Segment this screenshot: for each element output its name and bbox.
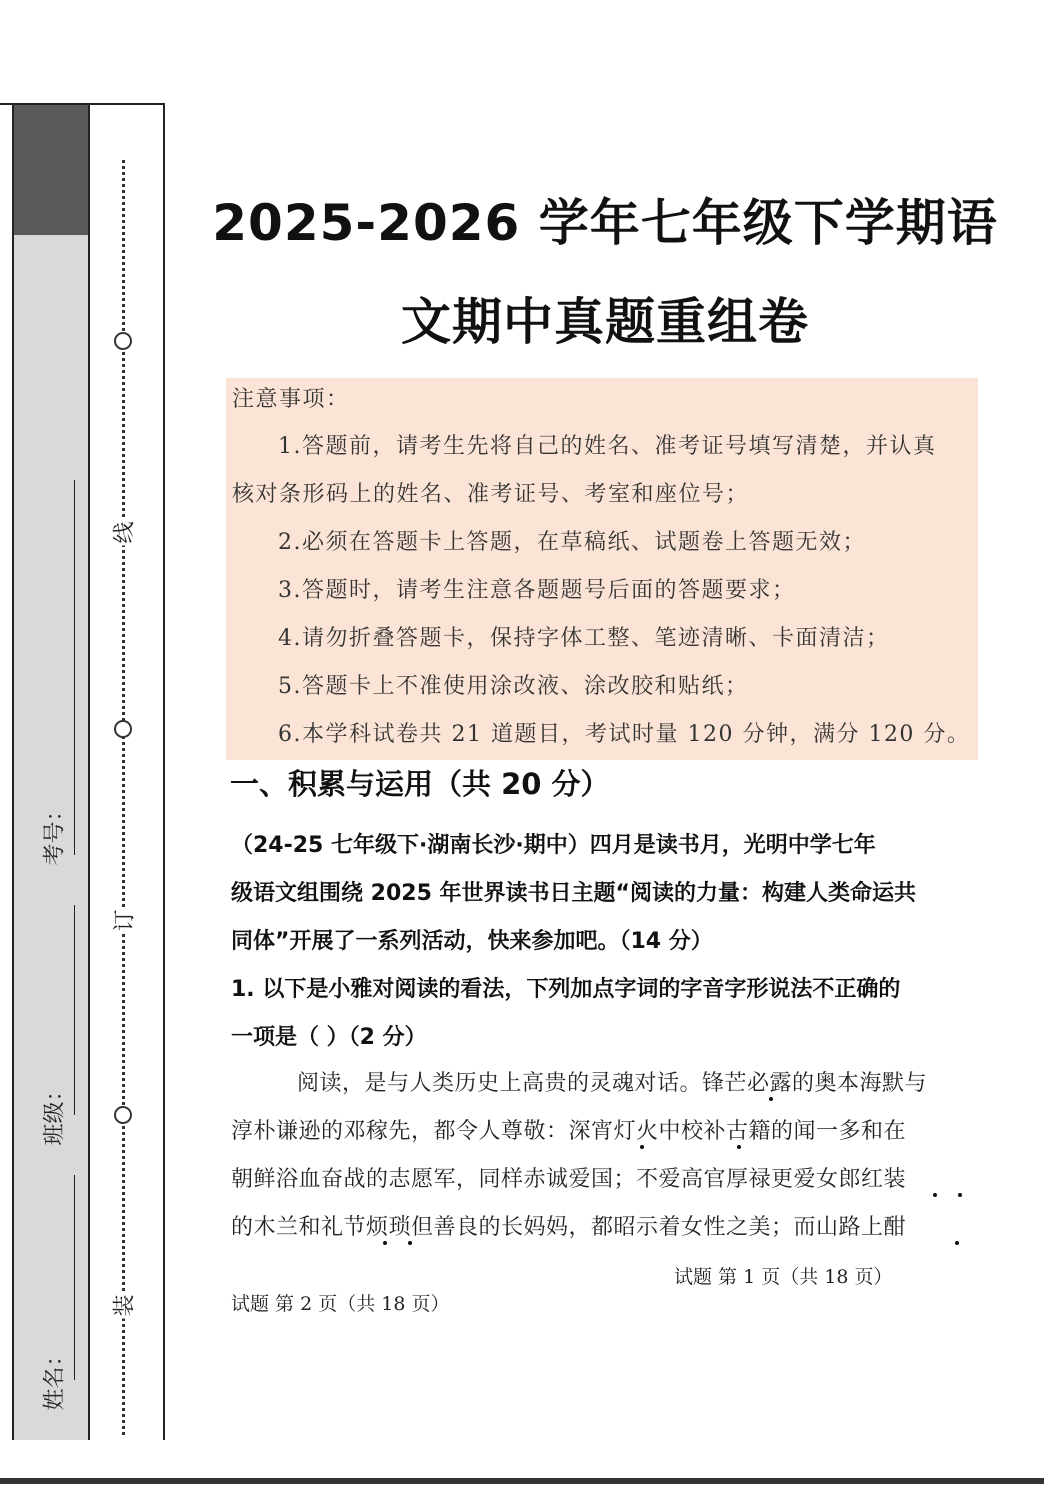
notice-line: 2.必须在答题卡上答题，在草稿纸、试题卷上答题无效； (278, 530, 866, 555)
cut-line-char-ding: 订 (108, 908, 139, 934)
emphasis-dot (640, 1145, 644, 1149)
emphasis-dot (955, 1241, 959, 1245)
intro-line: 级语文组围绕 2025 年世界读书日主题“阅读的力量：构建人类命运共 (231, 881, 917, 906)
intro-line: （24-25 七年级下·湖南长沙·期中）四月是读书月，光明中学七年 (231, 833, 876, 858)
exam-number-field (16, 765, 86, 965)
cut-line-circle-3 (114, 1106, 132, 1124)
class-field (16, 1055, 86, 1255)
notice-line: 5.答题卡上不准使用涂改液、涂改胶和贴纸； (278, 674, 749, 699)
question-1-line: 一项是（ ）（2 分） (231, 1025, 427, 1050)
notice-line: 4.请勿折叠答题卡，保持字体工整、笔迹清晰、卡面清洁； (278, 626, 890, 651)
notice-box (226, 378, 978, 760)
page-footer-1: 试题 第 1 页（共 18 页） (674, 1266, 893, 1288)
emphasis-dot (408, 1241, 412, 1245)
reading-line: 朝鲜浴血奋战的志愿军，同样赤诚爱国；不爱高官厚禄更爱女郎红装 (231, 1167, 907, 1192)
name-field (16, 1305, 86, 1505)
exam-title-line-2: 文期中真题重组卷 (401, 293, 809, 351)
intro-line: 同体”开展了一系列活动，快来参加吧。（14 分） (231, 929, 713, 954)
exam-number-blank-line (74, 480, 75, 855)
binding-dark-block (14, 105, 89, 235)
notice-heading: 注意事项： (232, 387, 350, 412)
cut-line-char-zhuang: 装 (108, 1293, 139, 1319)
cut-line-circle-1 (114, 332, 132, 350)
emphasis-dot (737, 1145, 741, 1149)
cut-line-circle-2 (114, 720, 132, 738)
exam-title-line-1: 2025-2026 学年七年级下学期语 (212, 194, 998, 252)
notice-line: 6.本学科试卷共 21 道题目，考试时量 120 分钟，满分 120 分。 (278, 722, 971, 747)
cut-line-dotted (122, 160, 125, 1435)
notice-line: 1.答题前，请考生先将自己的姓名、准考证号填写清楚，并认真 (278, 434, 937, 459)
binding-strip (0, 103, 165, 1440)
reading-line: 淳朴谦逊的邓稼先，都令人尊敬：深宵灯火中校补古籍的闻一多和在 (231, 1119, 907, 1144)
exam-number-label: 考号： (42, 799, 68, 866)
page-footer-2: 试题 第 2 页（共 18 页） (231, 1293, 450, 1315)
name-label: 姓名： (42, 1344, 68, 1411)
emphasis-dot (383, 1241, 387, 1245)
reading-line: 的木兰和礼节烦琐但善良的长妈妈，都昭示着女性之美；而山路上酣 (231, 1215, 907, 1240)
class-label: 班级： (42, 1079, 68, 1146)
emphasis-dot (769, 1097, 773, 1101)
bottom-edge-bar (0, 1478, 1044, 1484)
binding-border-left (12, 105, 14, 1440)
name-blank-line (74, 1175, 75, 1380)
emphasis-dot (958, 1193, 962, 1197)
binding-border-middle (88, 105, 90, 1440)
question-1-line: 1. 以下是小雅对阅读的看法，下列加点字词的字音字形说法不正确的 (231, 977, 901, 1002)
binding-border-right (163, 105, 165, 1440)
notice-line: 3.答题时，请考生注意各题题号后面的答题要求； (278, 578, 796, 603)
class-blank-line (74, 905, 75, 1115)
reading-line: 阅读，是与人类历史上高贵的灵魂对话。锋芒必露的奥本海默与 (297, 1071, 928, 1096)
emphasis-dot (933, 1193, 937, 1197)
notice-line: 核对条形码上的姓名、准考证号、考室和座位号； (232, 482, 750, 507)
section-heading: 一、积累与运用（共 20 分） (230, 767, 610, 801)
cut-line-char-xian: 线 (108, 520, 139, 546)
